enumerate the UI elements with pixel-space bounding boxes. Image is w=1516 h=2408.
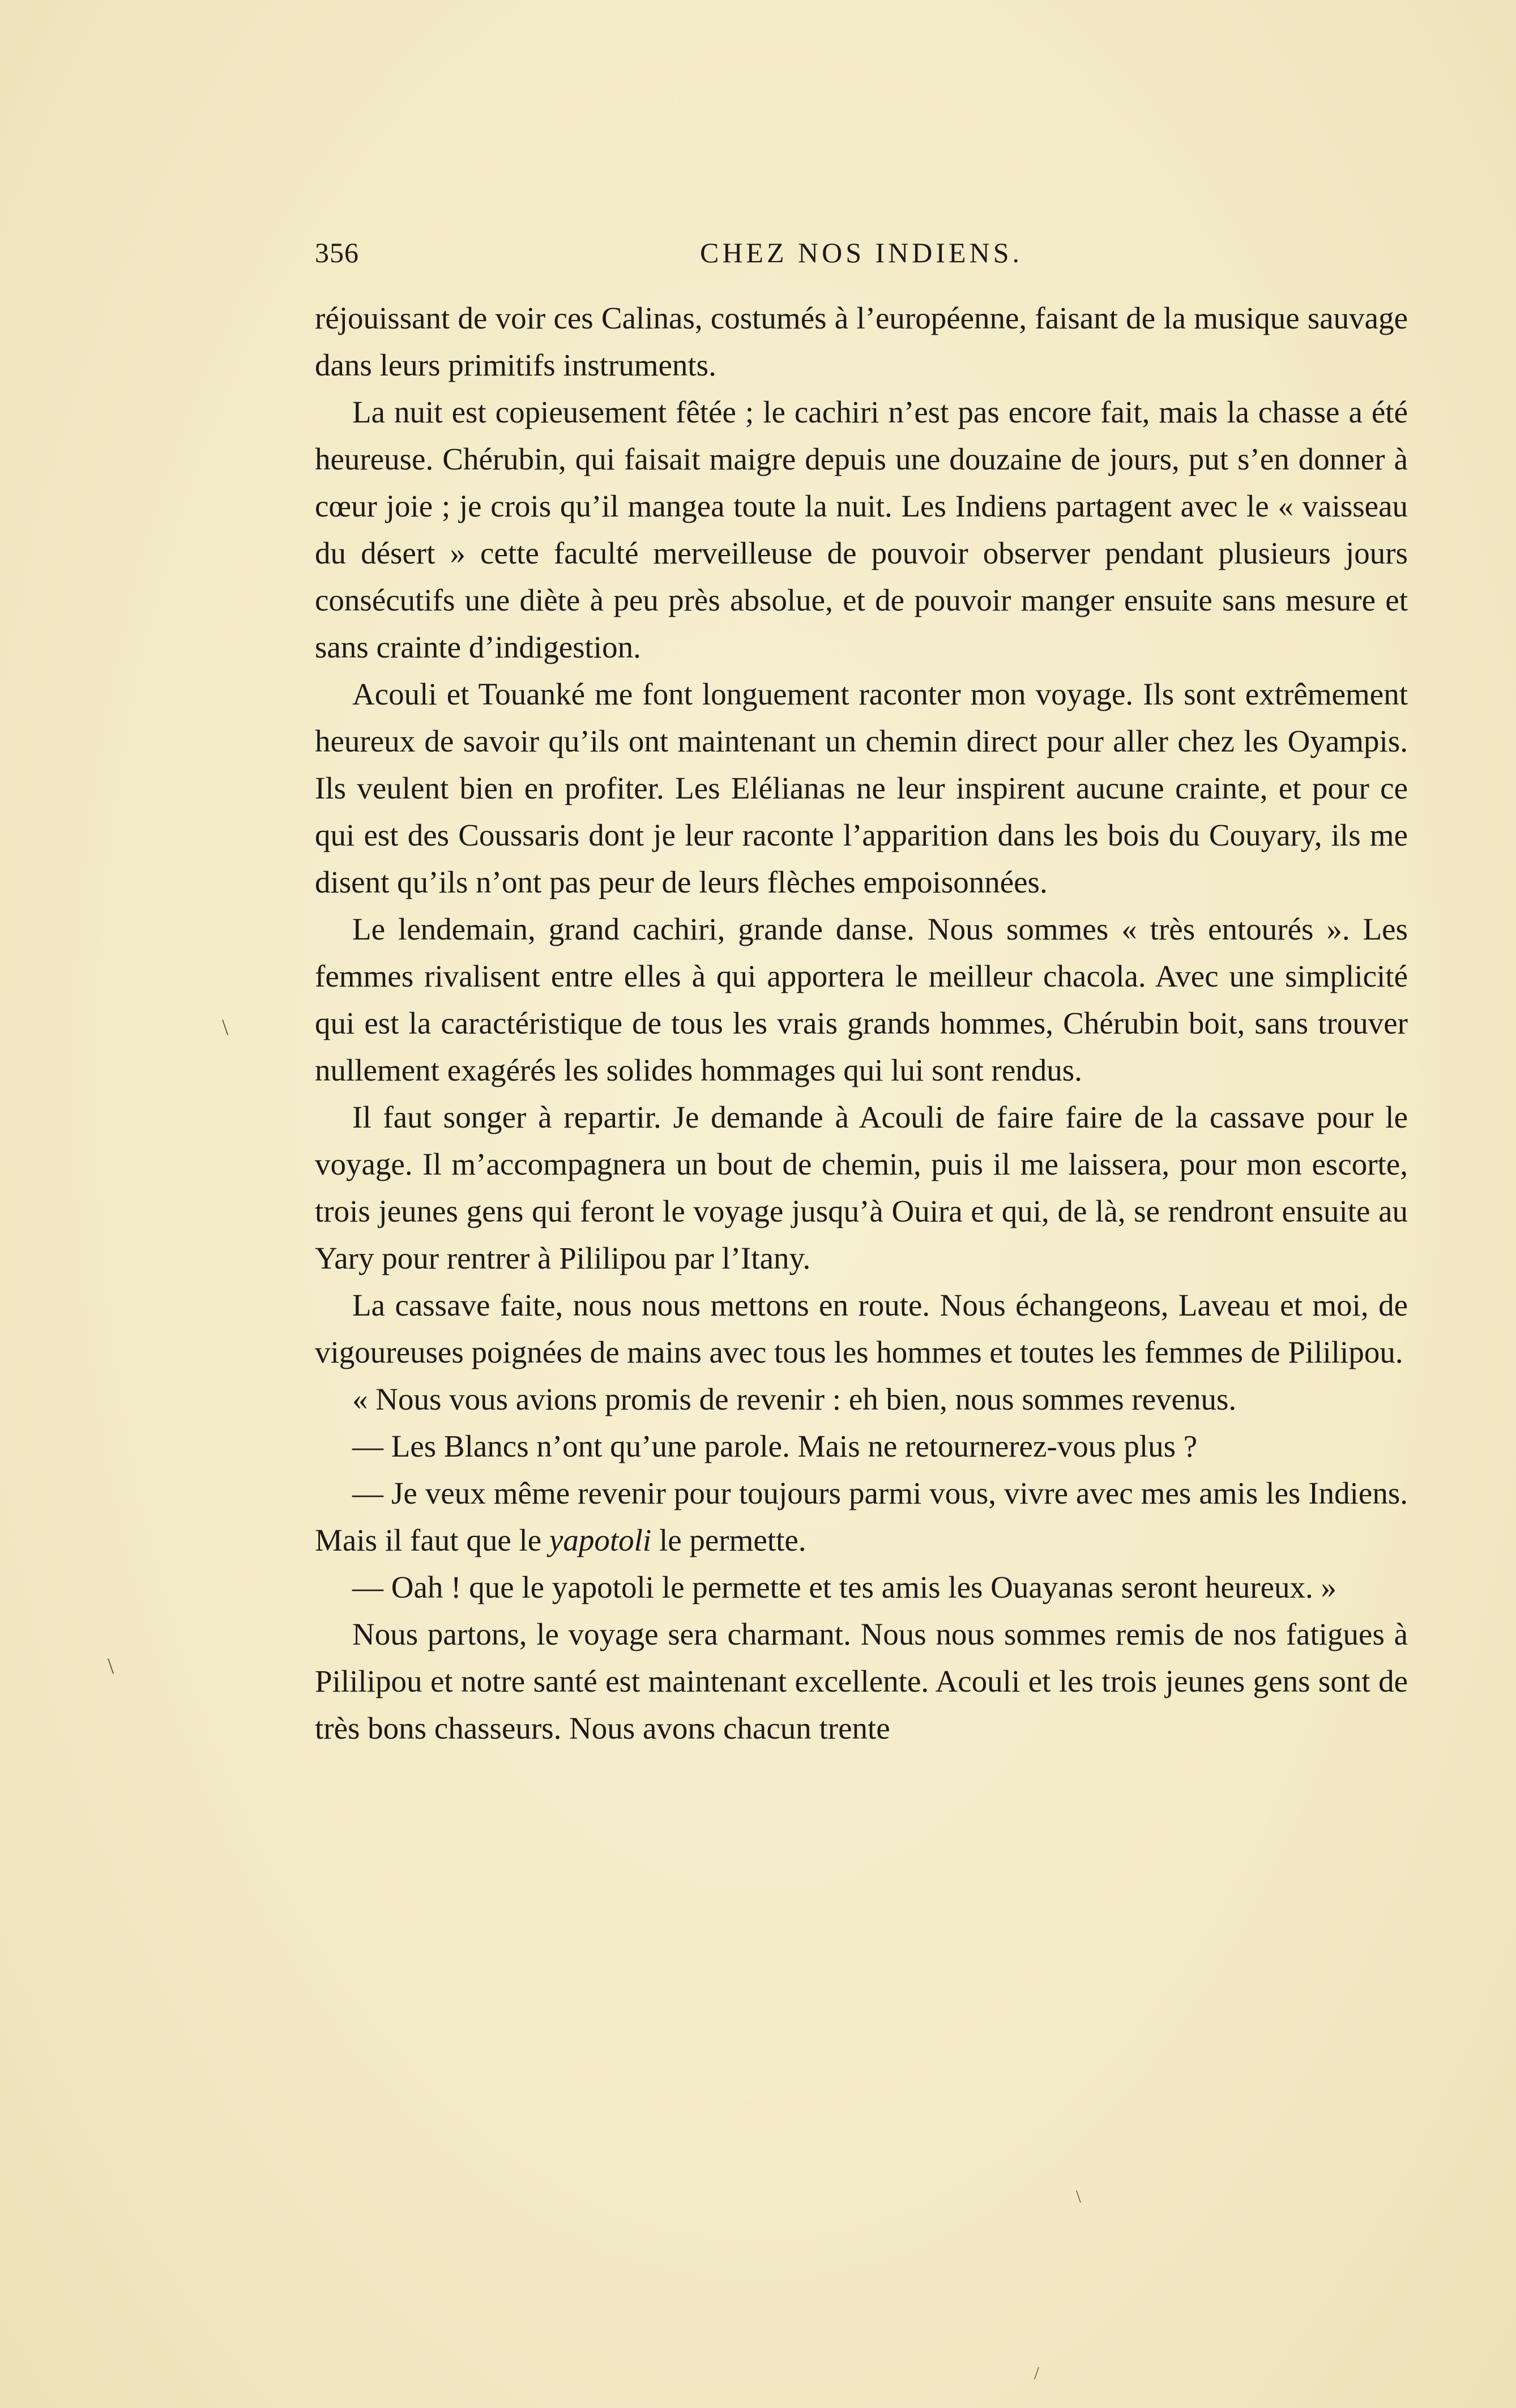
paragraph: Le lendemain, grand cachiri, grande danse. Nous sommes « très entourés ». Les femmes rivalisent entre elles à qui apportera le meilleur chacola. Avec une simplicité qui est la caractéristique de tous les vrais grands hommes, Chérubin boit, sans trouver nullement exagérés les solides hommages qui lui sont rendus. (315, 912, 1408, 1087)
paragraph-text: — Je veux même revenir pour toujours parmi vous, vivre avec mes amis les Indiens. Mais il faut que le (315, 1476, 1408, 1557)
stray-mark: \ (1076, 2186, 1081, 2206)
paragraph: — Oah ! que le yapotoli le permette et tes amis les Ouayanas seront heureux. » (352, 1570, 1337, 1604)
page-number: 356 (315, 237, 359, 268)
paragraph: « Nous vous avions promis de revenir : eh bien, nous sommes revenus. (352, 1382, 1237, 1416)
stray-mark: \ (108, 1653, 114, 1679)
stray-mark: \ (222, 1014, 229, 1040)
paragraph: réjouissant de voir ces Calinas, costumés à l’européenne, faisant de la musique sauvage dans leurs primitifs instruments. (315, 301, 1408, 382)
paragraph: — Les Blancs n’ont qu’une parole. Mais ne retournerez-vous plus ? (352, 1429, 1198, 1463)
paragraph-text: le permette. (651, 1523, 806, 1557)
paragraph: Il faut songer à repartir. Je demande à Acouli de faire faire de la cassave pour le voyage. Il m’accompagnera un bout de chemin, puis il me laissera, pour mon escorte, trois jeunes gens qui feront le voyage jusqu’à Ouira et qui, de là, se rendront ensuite au Yary pour rentrer à Pililipou par l’Itany. (315, 1100, 1408, 1275)
paragraph (315, 1470, 1408, 1564)
body-text (315, 294, 1408, 1752)
running-title: CHEZ NOS INDIENS. (699, 237, 1023, 268)
italic-word: yapotoli (549, 1523, 652, 1557)
paragraph: La nuit est copieusement fêtée ; le cachiri n’est pas encore fait, mais la chasse a été heureuse. Chérubin, qui faisait maigre depuis une douzaine de jours, put s’en donner à cœur joie ; je crois qu’il mangea toute la nuit. Les Indiens partagent avec le « vaisseau du désert » cette faculté merveilleuse de pouvoir observer pendant plusieurs jours consécutifs une diète à peu près absolue, et de pouvoir manger ensuite sans mesure et sans crainte d’indigestion. (315, 395, 1408, 664)
stray-mark: / (1034, 2363, 1039, 2383)
paragraph: La cassave faite, nous nous mettons en route. Nous échangeons, Laveau et moi, de vigoureuses poignées de mains avec tous les hommes et toutes les femmes de Pililipou. (315, 1288, 1408, 1369)
paragraph: Nous partons, le voyage sera charmant. Nous nous sommes remis de nos fatigues à Pililipou et notre santé est maintenant excellente. Acouli et les trois jeunes gens sont de très bons chasseurs. Nous avons chacun trente (315, 1617, 1408, 1745)
paragraph: Acouli et Touanké me font longuement raconter mon voyage. Ils sont extrêmement heureux de savoir qu’ils ont maintenant un chemin direct pour aller chez les Oyampis. Ils veulent bien en profiter. Les Elélianas ne leur inspirent aucune crainte, et pour ce qui est des Coussaris dont je leur raconte l’apparition dans les bois du Couyary, ils me disent qu’ils n’ont pas peur de leurs flèches empoisonnées. (315, 677, 1408, 899)
page-header (315, 229, 1408, 275)
